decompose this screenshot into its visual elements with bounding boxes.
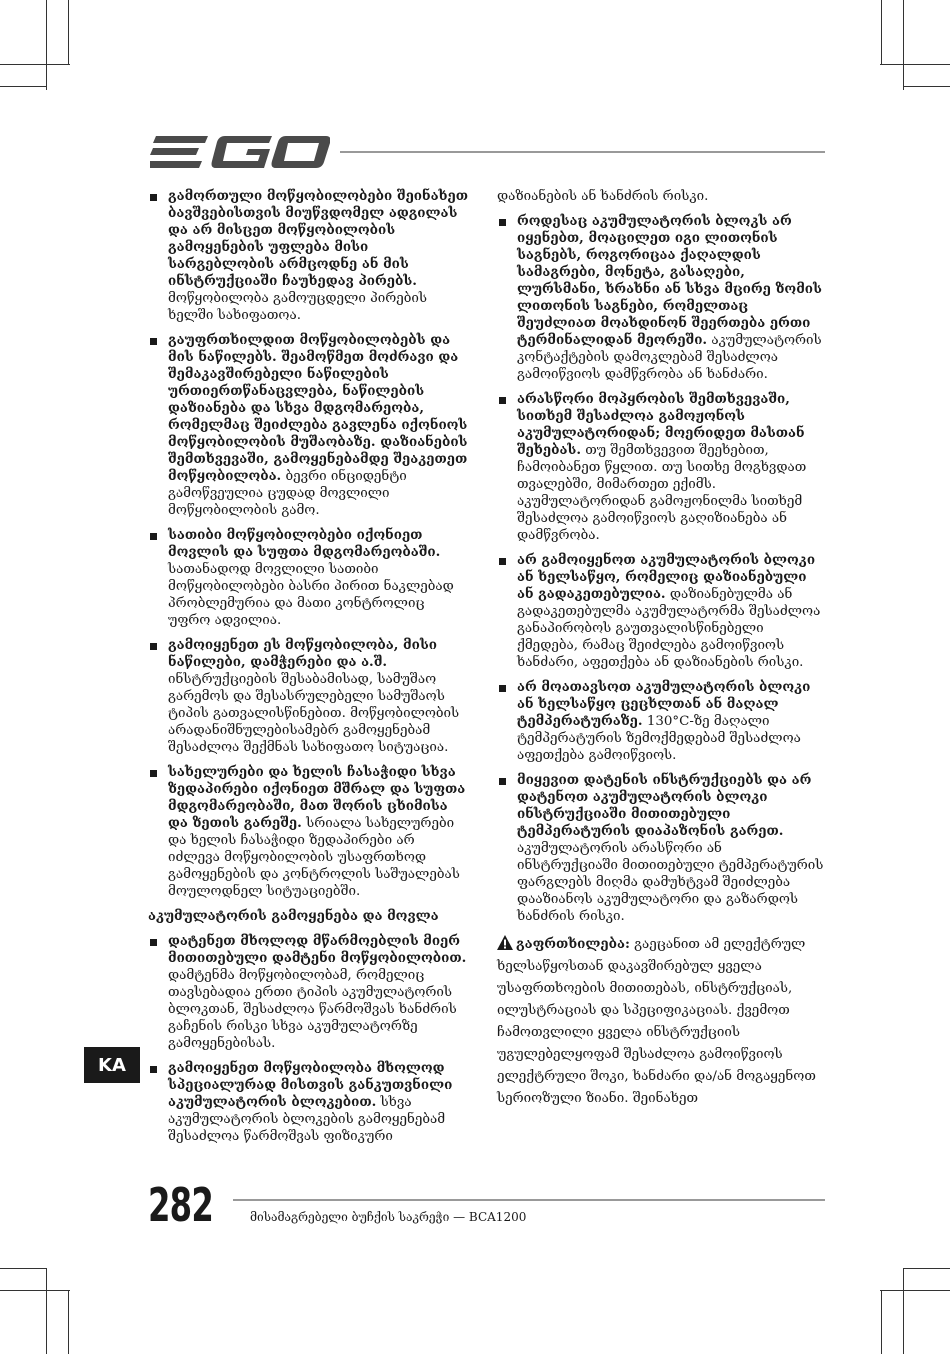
- list-item: როდესაც აკუმულატორის ბლოკს არ იყენებთ, მოაცილეთ იგი ლითონის საგნებს, როგორიცაა ქაღალდის სამაგრები, მონეტა, გასაღები, ლურსმანი, ხრახნი ან სხვა მცირე ზომის ლითონის საგნები, რომელთაც შეუძლიათ მოახდინონ შეერთება ერთი ტერმინალიდან მეორეში. აკუმულატორის კონტაქტების დამოკლებამ შესაძლოა გამოიწვიოს დამწვრობა ან ხანძარი.: [497, 213, 827, 383]
- crop-mark: [0, 1290, 70, 1291]
- list-item: გამორთული მოწყობილობები შეინახეთ ბავშვებისთვის მიუწვდომელ ადგილას და არ მისცეთ მოწყობილობის გამოყენების უფლება მისი სარგებლობის არმცოდნე ან მის ინსტრუქციაში ჩაუხედავ პირებს. მოწყობილობა გამოუცდელი პირების ხელში სახიფათოა.: [148, 188, 468, 324]
- crop-mark: [68, 1290, 69, 1354]
- footer-rule: [233, 1199, 825, 1201]
- crop-mark: [881, 1290, 882, 1354]
- header-rule: [340, 151, 825, 153]
- list-item: სათიბი მოწყობილობები იქონიეთ მოვლის და სუფთა მდგომარეობაში. სათანადოდ მოვლილი სათიბი მოწყობილობები ბასრი პირით ნაკლებად პრობლემურია და მათი კონტროლიც უფრო ადვილია.: [148, 527, 468, 629]
- warning-label: გაფრთხილება:: [516, 936, 630, 952]
- crop-mark: [881, 0, 882, 64]
- list-item: სახელურები და ხელის ჩასაჭიდი სხვა ზედაპირები იქონიეთ მშრალ და სუფთა მდგომარეობაში, მათ შორის ცხიმისა და ზეთის გარეშე. სრიალა სახელურები და ხელის ჩასაჭიდი ზედაპირები არ იძლევა მოწყობილობის უსაფრთხოდ გამოყენების და კონტროლის საშუალებას მოულოდნელ სიტუაციებში.: [148, 764, 468, 900]
- language-tab: KA: [84, 1047, 140, 1083]
- section-heading: აკუმულატორის გამოყენება და მოვლა: [148, 908, 439, 924]
- page-number: 282: [148, 1178, 214, 1232]
- warning-text: გაეცანით ამ ელექტრულ ხელსაწყოსთან დაკავშირებულ ყველა უსაფრთხოების მითითებას, ინსტრუქციას, ილუსტრაციას და სპეციფიკაციას. ქვემოთ ჩამოთვლილი ყველა ინსტრუქციის უგულებელყოფამ შესაძლოა გამოიწვიოს ელექტრული შოკი, ხანძარი და/ან მოგაყენოთ სერიოზული ზიანი. შეინახეთ: [497, 937, 816, 1106]
- left-column: [148, 188, 468, 1153]
- right-column: [497, 188, 827, 1110]
- crop-mark: [880, 1290, 950, 1291]
- list-item: გაუფრთხილდით მოწყობილობებს და მის ნაწილებს. შეამოწმეთ მოძრავი და შემაკავშირებელი ნაწილების ურთიერთწანაცვლება, ნაწილების დაზიანება და სხვა მდგომარეობა, რომელმაც შეიძლება გავლენა იქონიოს მოწყობილობის მუშაობაზე. დაზიანების შემთხვევაში, გამოყენებამდე შეაკეთეთ მოწყობილობა. ბევრი ინციდენტი გამოწვეულია ცუდად მოვლილი მოწყობილობის გამო.: [148, 332, 468, 519]
- crop-mark: [68, 0, 69, 64]
- crop-mark: [0, 1268, 46, 1269]
- crop-mark: [903, 1268, 904, 1354]
- footer-title: მისამაგრებელი ბუჩქის საკრეჭი — BCA1200: [250, 1210, 527, 1224]
- list-item: დატენეთ მხოლოდ მწარმოებლის მიერ მითითებული დამტენი მოწყობილობით. დამტენმა მოწყობილობამ, რომელიც თავსებადია ერთი ტიპის აკუმულატორის ბლოკთან, შესაძლოა წარმოშვას ხანძრის გაჩენის რისკი სხვა აკუმულატორზე გამოყენებისას.: [148, 933, 468, 1052]
- crop-mark: [0, 64, 70, 65]
- list-item: არ გამოიყენოთ აკუმულატორის ბლოკი ან ხელსაწყო, რომელიც დაზიანებული ან გადაკეთებულია. დაზიანებულმა ან გადაკეთებულმა აკუმულატორმა შესაძლოა განაპირობოს გაუთვალისწინებელი ქმედება, რამაც შეიძლება გამოიწვიოს ხანძარი, აფეთქება ან დაზიანების რისკი.: [497, 552, 827, 671]
- list-item: გამოიყენეთ მოწყობილობა მხოლოდ სპეციალურად მისთვის განკუთვნილი აკუმულატორის ბლოკებით. სხვა აკუმულატორის ბლოკების გამოყენებამ შესაძლოა წარმოშვას ფიზიკური: [148, 1060, 468, 1145]
- continued-text: დაზიანების ან ხანძრის რისკი.: [497, 189, 709, 204]
- crop-mark: [0, 86, 46, 87]
- list-item: გამოიყენეთ ეს მოწყობილობა, მისი ნაწილები, დამჭერები და ა.შ. ინსტრუქციების შესაბამისად, სამუშაო გარემოს და შესასრულებელი სამუშაოს ტიპის გათვალისწინებით. მოწყობილობის არადანიშნულებისამებრ გამოყენებამ შესაძლოა შექმნას სახიფათო სიტუაცია.: [148, 637, 468, 756]
- crop-mark: [880, 64, 950, 65]
- warning-paragraph: [497, 933, 827, 1110]
- crop-mark: [904, 1268, 950, 1269]
- crop-mark: [904, 86, 950, 87]
- list-item: მიყევით დატენის ინსტრუქციებს და არ დატენოთ აკუმულატორის ბლოკი ინსტრუქციაში მითითებული ტემპერატურის დიაპაზონის გარეთ. აკუმულატორის არასწორი ან ინსტრუქციაში მითითებული ტემპერატურის ფარგლებს მიღმა დამუხტვამ შეიძლება დააზიანოს აკუმულატორი და გაზარდოს ხანძრის რისკი.: [497, 772, 827, 925]
- crop-mark: [46, 1268, 47, 1354]
- crop-mark: [46, 0, 47, 90]
- crop-mark: [903, 0, 904, 90]
- list-item: არ მოათავსოთ აკუმულატორის ბლოკი ან ხელსაწყო ცეცხლთან ან მაღალ ტემპერატურაზე. 130°C-ზე მაღალი ტემპერატურის ზემოქმედებამ შესაძლოა აფეთქება გამოიწვიოს.: [497, 679, 827, 764]
- list-item: არასწორი მოპყრობის შემთხვევაში, სითხემ შესაძლოა გამოჟონოს აკუმულატორიდან; მოერიდეთ მასთან შეხებას. თუ შემთხვევით შეეხებით, ჩამოიბანეთ წყლით. თუ სითხე მოგხვდათ თვალებში, მიმართეთ ექიმს. აკუმულატორიდან გამოჟონილმა სითხემ შესაძლოა გამოიწვიოს გაღიზიანება ან დამწვრობა.: [497, 391, 827, 544]
- warning-icon: [497, 935, 513, 950]
- ego-logo: [150, 132, 330, 172]
